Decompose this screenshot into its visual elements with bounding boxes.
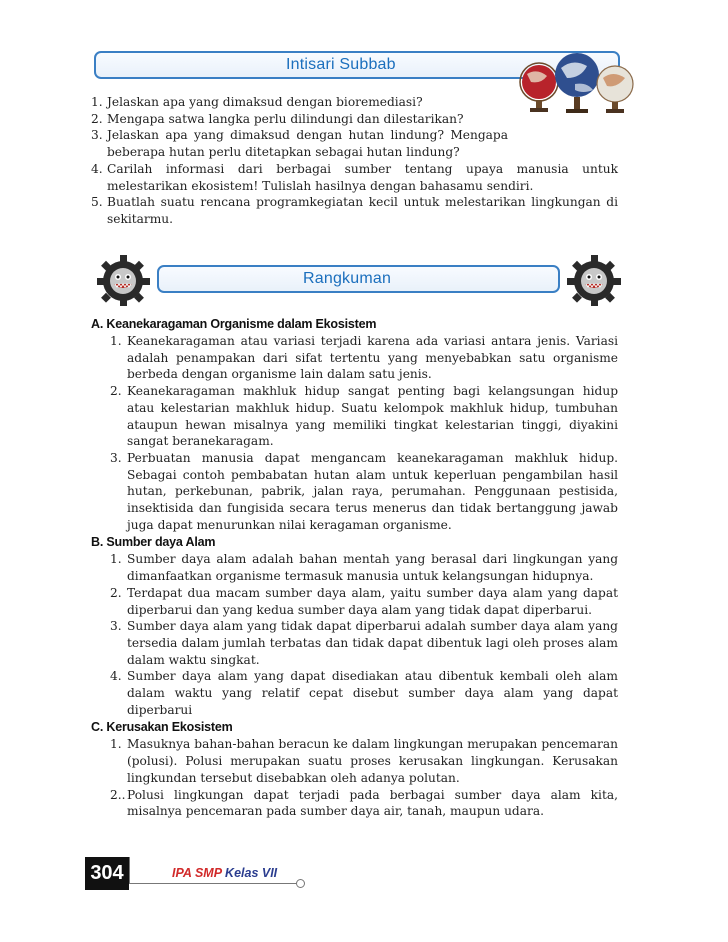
item-number: 2. [110, 384, 122, 399]
item-text: Buatlah suatu rencana programkegiatan kecil untuk melestarikan lingkungan di sekitarmu. [107, 195, 618, 226]
item-number: 3. [110, 450, 122, 465]
subbab-question-list [91, 94, 618, 228]
gear-mascot-right-icon [562, 254, 624, 306]
item-text: Jelaskan apa yang dimaksud dengan hutan lindung? Mengapa beberapa hutan perlu ditetapkan sebagai hutan lindung? [107, 128, 508, 160]
item-number: 5. [91, 195, 103, 210]
item-number: 1. [91, 95, 103, 109]
list-item [91, 127, 618, 160]
item-number: 4. [110, 669, 122, 684]
book-level: SMP [194, 866, 222, 880]
item-number: 1. [110, 334, 122, 348]
item-text: Carilah informasi dari berbagai sumber tentang upaya manusia untuk melestarikan ekosistem! Tulislah hasilnya dengan bahasamu sendiri. [107, 161, 618, 193]
rangkuman-content [91, 316, 618, 821]
item-text: Masuknya bahan-bahan beracun ke dalam lingkungan merupakan pencemaran (polusi). Polusi merupakan suatu proses kerusakan lingkungan. Kerusakan lingkundan tersebut disebabkan oleh adanya polutan. [127, 737, 618, 785]
footer-rule [129, 883, 297, 884]
book-subject: IPA [172, 866, 192, 880]
list-item [91, 333, 618, 383]
list-item [91, 551, 618, 584]
item-number: 2.. [110, 787, 126, 802]
list-item [91, 111, 618, 128]
page-number: 304 [85, 857, 129, 890]
section-heading: A. Keanekaragaman Organisme dalam Ekosistem [91, 317, 377, 331]
list-item [91, 787, 618, 820]
item-number: 2. [110, 585, 122, 600]
list-item [91, 161, 618, 194]
item-number: 1. [110, 552, 122, 567]
footer-divider [129, 857, 130, 884]
section-list [91, 333, 618, 533]
item-text: Sumber daya alam adalah bahan mentah yang berasal dari lingkungan yang dimanfaatkan organisme termasuk manusia untuk kelangsungan hidupnya. [127, 552, 618, 584]
gear-mascot-left-icon [93, 254, 155, 306]
rangkuman-title: Rangkuman [303, 270, 392, 287]
item-number: 1. [110, 737, 122, 752]
list-item [91, 450, 618, 534]
section-list [91, 551, 618, 718]
item-number: 3. [110, 619, 122, 634]
item-number: 2. [91, 111, 103, 126]
item-text: Mengapa satwa langka perlu dilindungi dan dilestarikan? [107, 111, 464, 126]
item-text: Keanekaragaman makhluk hidup sangat penting bagi kelangsungan hidup atau kelestarian makhluk hidup. Suatu kelompok makhluk hidup, tumbuhan ataupun hewan misalnya yang memiliki tingkat kelestarian tinggi, diyakini sangat beranekaragam. [127, 384, 618, 449]
item-number: 3. [91, 128, 103, 143]
item-text: Jelaskan apa yang dimaksud dengan bioremediasi? [107, 95, 423, 109]
book-class: Kelas VII [225, 866, 278, 880]
book-title [172, 866, 277, 880]
intisari-subbab-title: Intisari Subbab [286, 56, 396, 73]
item-number: 4. [91, 161, 103, 176]
list-item [91, 736, 618, 786]
item-text: Sumber daya alam yang dapat disediakan atau dibentuk kembali oleh alam dalam waktu yang relatif cepat disebut sumber daya alam yang dapat diperbarui [127, 669, 618, 717]
item-text: Perbuatan manusia dapat mengancam keanekaragaman makhluk hidup. Sebagai contoh pembabatan hutan alam untuk keperluan pengambilan hasil hutan, perkebunan, pabrik, jalan raya, perumahan. Penggunaan pestisida, insektisida dan fungisida secara terus menerus dan tidak bertanggung jawab juga dapat menurunkan nilai keragaman organisme. [127, 450, 618, 532]
list-item [91, 383, 618, 450]
section-heading: C. Kerusakan Ekosistem [91, 720, 233, 735]
list-item [91, 668, 618, 718]
rangkuman-header [157, 265, 560, 293]
section-heading: B. Sumber daya Alam [91, 535, 216, 550]
item-text: Polusi lingkungan dapat terjadi pada berbagai sumber daya alam kita, misalnya pencemaran pada sumber daya air, tanah, maupun udara. [127, 787, 618, 819]
item-text: Keanekaragaman atau variasi terjadi karena ada variasi antara jenis. Variasi adalah penampakan dari sifat tertentu yang menyebabkan satu organisme berbeda dengan organisme lain dalam satu jenis. [127, 334, 618, 382]
section-list [91, 736, 618, 820]
footer-circle-icon [296, 879, 305, 888]
list-item [91, 585, 618, 618]
list-item [91, 94, 618, 111]
list-item [91, 194, 618, 227]
list-item [91, 618, 618, 668]
item-text: Sumber daya alam yang tidak dapat diperbarui adalah sumber daya alam yang tersedia dalam jumlah terbatas dan tidak dapat dibentuk lagi oleh proses alam dalam waktu singkat. [127, 619, 618, 667]
item-text: Terdapat dua macam sumber daya alam, yaitu sumber daya alam yang dapat diperbarui dan yang kedua sumber daya alam yang tidak dapat diperbarui. [127, 585, 618, 617]
